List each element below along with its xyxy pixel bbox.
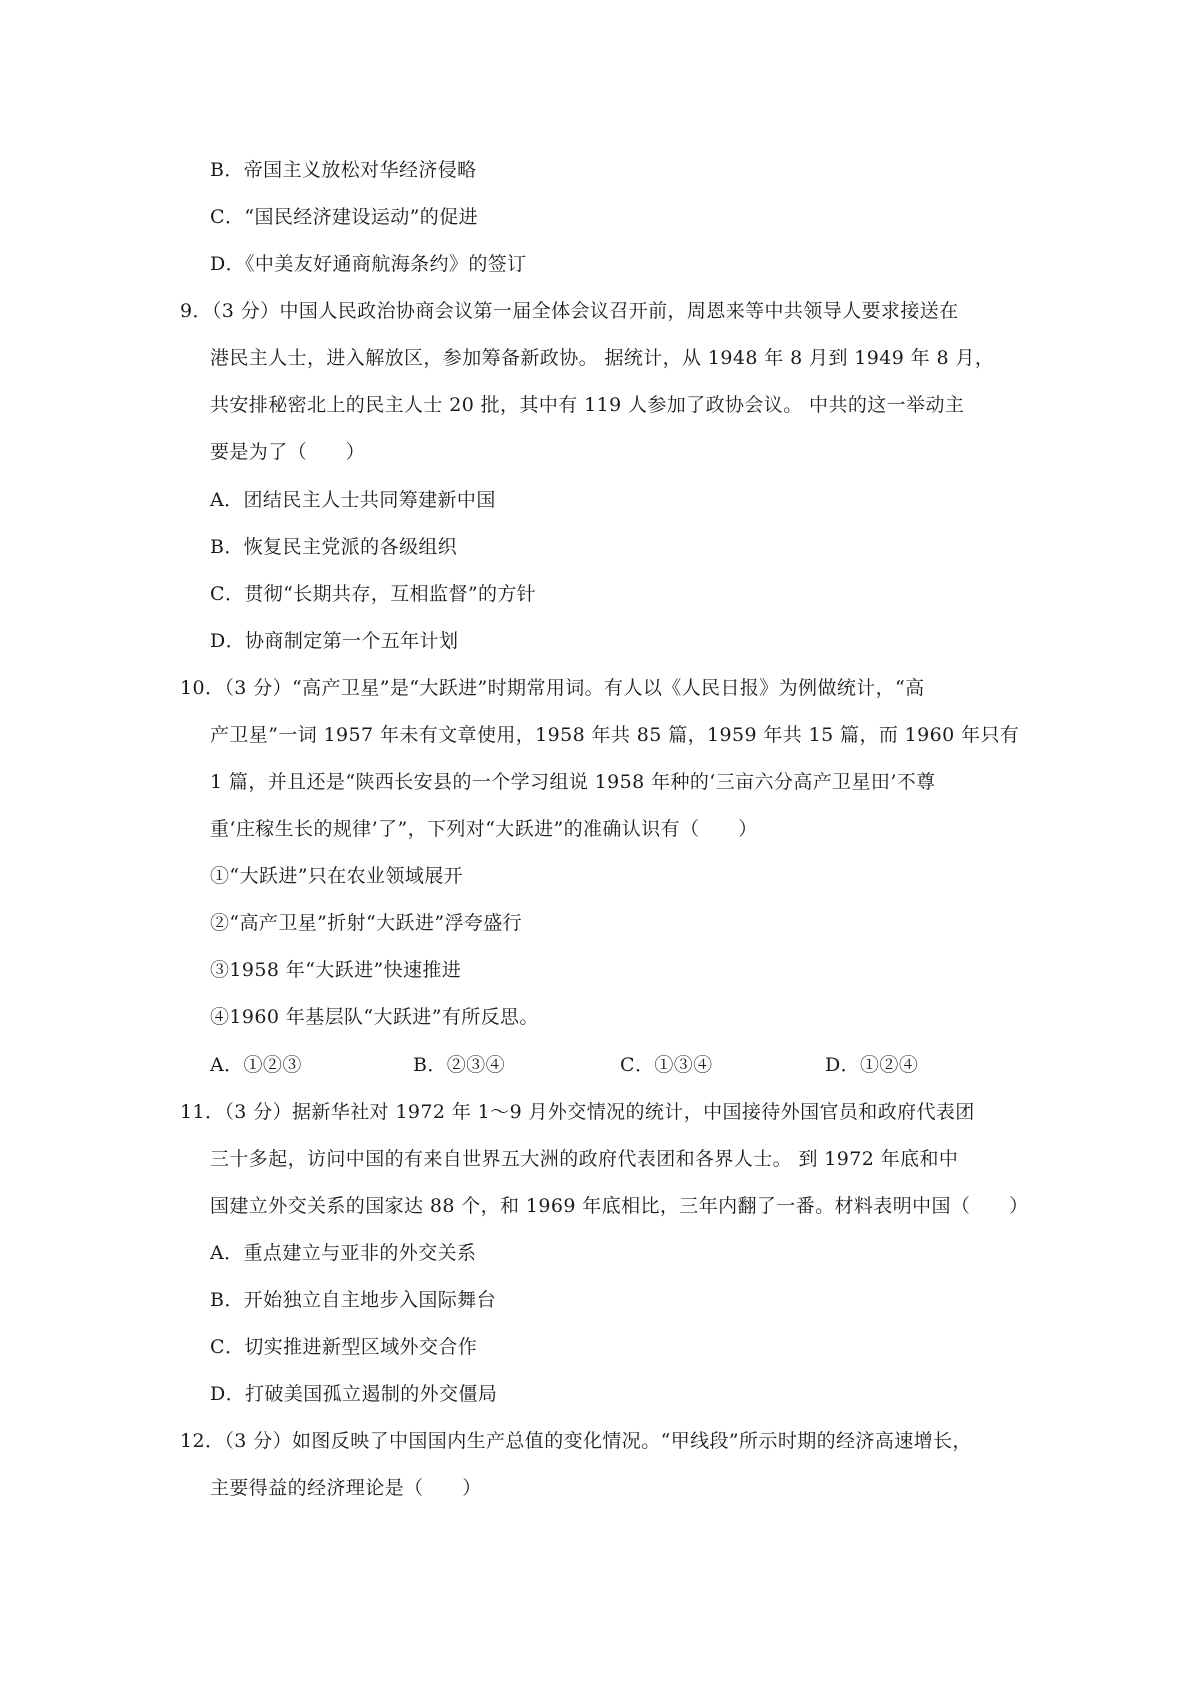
q10-option-a: A．①②③ bbox=[210, 1054, 302, 1076]
q10-option-c: C．①③④ bbox=[620, 1054, 713, 1076]
q10-statement-2: ②“高产卫星”折射“大跃进”浮夸盛行 bbox=[210, 912, 523, 934]
q8-option-b: B．帝国主义放松对华经济侵略 bbox=[210, 159, 477, 181]
q9-option-b: B．恢复民主党派的各级组织 bbox=[210, 536, 458, 558]
q9-stem-line-4: 要是为了（ ） bbox=[210, 441, 366, 463]
q11-option-d: D．打破美国孤立遏制的外交僵局 bbox=[210, 1383, 498, 1405]
q8-option-c: C．“国民经济建设运动”的促进 bbox=[210, 206, 478, 228]
q9-option-a: A．团结民主人士共同筹建新中国 bbox=[210, 489, 496, 511]
q11-option-c: C．切实推进新型区域外交合作 bbox=[210, 1336, 478, 1358]
q8-option-d: D．《中美友好通商航海条约》的签订 bbox=[210, 253, 527, 275]
q10-stem-line-2: 产卫星”一词 1957 年未有文章使用，1958 年共 85 篇，1959 年共 15 篇，而 1960 年只有 bbox=[210, 724, 1020, 746]
q10-statement-4: ④1960 年基层队“大跃进”有所反思。 bbox=[210, 1006, 539, 1028]
q9-stem-line-2: 港民主人士，进入解放区，参加筹备新政协。 据统计，从 1948 年 8 月到 1949 年 8 月， bbox=[210, 347, 995, 369]
q9-stem-line-3: 共安排秘密北上的民主人士 20 批，其中有 119 人参加了政协会议。 中共的这一举动主 bbox=[210, 394, 965, 416]
q11-option-a: A．重点建立与亚非的外交关系 bbox=[210, 1242, 477, 1264]
q9-option-c: C．贯彻“长期共存，互相监督”的方针 bbox=[210, 583, 537, 605]
q12-stem-line-2: 主要得益的经济理论是（ ） bbox=[210, 1477, 482, 1499]
q10-statement-3: ③1958 年“大跃进”快速推进 bbox=[210, 959, 462, 981]
q11-stem-line-2: 三十多起，访问中国的有来自世界五大洲的政府代表团和各界人士。 到 1972 年底和中 bbox=[210, 1148, 959, 1170]
q10-option-d: D．①②④ bbox=[825, 1054, 919, 1076]
q9-option-d: D．协商制定第一个五年计划 bbox=[210, 630, 459, 652]
q9-stem-line-1: 9．（3 分）中国人民政治协商会议第一届全体会议召开前，周恩来等中共领导人要求接送在 bbox=[180, 300, 959, 322]
q11-option-b: B．开始独立自主地步入国际舞台 bbox=[210, 1289, 496, 1311]
q11-stem-line-3: 国建立外交关系的国家达 88 个，和 1969 年底相比，三年内翻了一番。材料表明中国（ ） bbox=[210, 1195, 1029, 1217]
q10-stem-line-3: 1 篇，并且还是“陕西长安县的一个学习组说 1958 年种的‘三亩六分高产卫星田’不尊 bbox=[210, 771, 936, 793]
q11-stem-line-1: 11．（3 分）据新华社对 1972 年 1～9 月外交情况的统计，中国接待外国官员和政府代表团 bbox=[180, 1101, 975, 1123]
q12-stem-line-1: 12．（3 分）如图反映了中国国内生产总值的变化情况。“甲线段”所示时期的经济高速增长， bbox=[180, 1430, 972, 1452]
q10-stem-line-4: 重‘庄稼生长的规律’了”，下列对“大跃进”的准确认识有（ ） bbox=[210, 818, 758, 840]
q10-stem-line-1: 10．（3 分）“高产卫星”是“大跃进”时期常用词。有人以《人民日报》为例做统计，“高 bbox=[180, 677, 925, 699]
q10-option-b: B．②③④ bbox=[413, 1054, 505, 1076]
q10-statement-1: ①“大跃进”只在农业领域展开 bbox=[210, 865, 464, 887]
